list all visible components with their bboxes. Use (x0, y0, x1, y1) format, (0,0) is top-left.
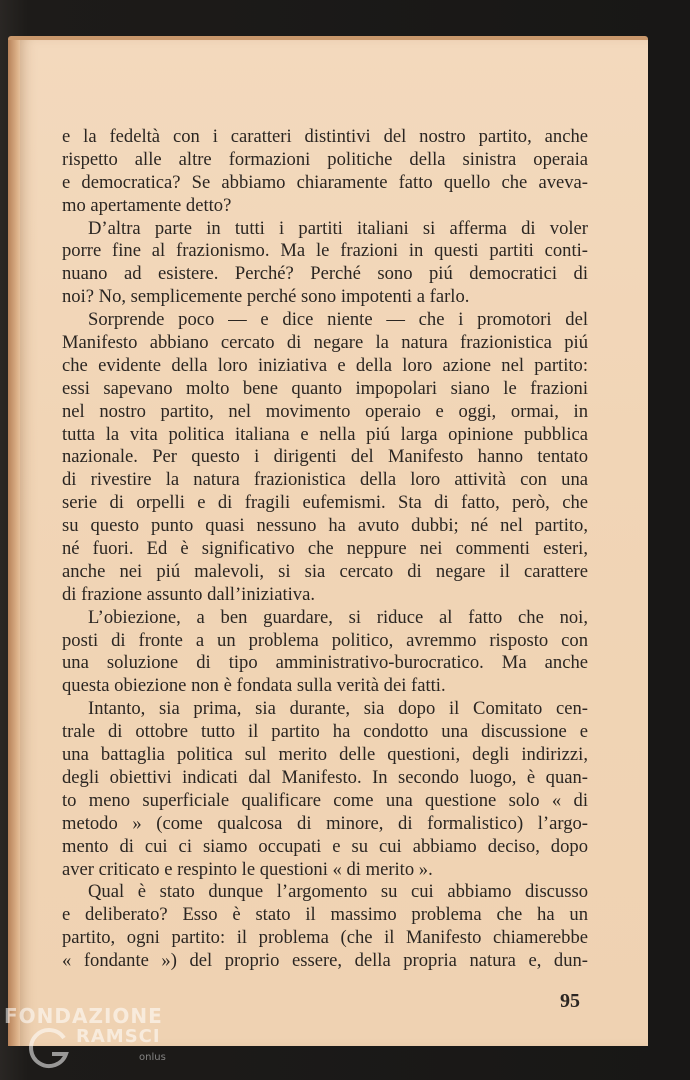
text-line: nuano ad esistere. Perché? Perché sono piú democratici di (62, 263, 588, 285)
text-line: Qual è stato dunque l’argomento su cui abbiamo discusso (88, 881, 588, 903)
text-line: questa obiezione non è fondata sulla verità dei fatti. (62, 675, 446, 697)
text-line: Manifesto abbiano cercato di negare la natura frazionistica piú (62, 332, 588, 354)
text-line: « fondante ») del proprio essere, della propria natura e, dun- (62, 950, 588, 972)
page-number: 95 (560, 990, 580, 1012)
text-line: rispetto alle altre formazioni politiche della sinistra operaia (62, 148, 588, 170)
gramsci-g-logo-icon (24, 1024, 74, 1074)
text-line: aver criticato e respinto le questioni « di merito ». (62, 858, 433, 880)
text-line: Sorprende poco — e dice niente — che i promotori del (88, 309, 588, 331)
text-line: di rivestire la natura frazionistica della loro attività con una (62, 469, 588, 491)
text-line: degli obiettivi indicati dal Manifesto. In secondo luogo, è quan- (62, 766, 588, 788)
watermark-suffix: onlus (139, 1052, 166, 1063)
text-line: metodo » (come qualcosa di minore, di formalistico) l’argo- (62, 812, 588, 834)
text-line: nel nostro partito, nel movimento operaio e oggi, ormai, in (62, 400, 588, 422)
text-line: essi sapevano molto bene quanto impopolari siano le frazioni (62, 377, 588, 399)
text-line: mo apertamente detto? (62, 194, 232, 216)
watermark-line2: RAMSCI (76, 1026, 161, 1047)
text-line: tutta la vita politica italiana e nella piú larga opinione pubblica (62, 423, 588, 445)
text-line: e deliberato? Esso è stato il massimo problema che ha un (62, 904, 588, 926)
text-line: trale di ottobre tutto il partito ha condotto una discussione e (62, 721, 588, 743)
text-line: né fuori. Ed è significativo che neppure nei commenti esteri, (62, 538, 588, 560)
body-text (62, 126, 588, 973)
text-line: posti di fronte a un problema politico, avremmo risposto con (62, 629, 588, 651)
text-line: to meno superficiale qualificare come una questione solo « di (62, 789, 588, 811)
text-line: partito, ogni partito: il problema (che il Manifesto chiamerebbe (62, 927, 588, 949)
text-line: D’altra parte in tutti i partiti italiani si afferma di voler (88, 217, 588, 239)
text-line: mento di cui ci siamo occupati e su cui abbiamo deciso, dopo (62, 835, 588, 857)
text-line: che evidente della loro iniziativa e della loro azione nel partito: (62, 354, 588, 376)
text-line: una soluzione di tipo amministrativo-burocratico. Ma anche (62, 652, 588, 674)
fondazione-gramsci-watermark (2, 1004, 202, 1074)
text-line: L’obiezione, a ben guardare, si riduce al fatto che noi, (88, 606, 588, 628)
watermark-line1: FONDAZIONE (4, 1004, 163, 1028)
text-line: serie di orpelli e di fragili eufemismi. Sta di fatto, però, che (62, 492, 588, 514)
text-line: di frazione assunto dall’iniziativa. (62, 583, 315, 605)
text-line: nazionale. Per questo i dirigenti del Manifesto hanno tentato (62, 446, 588, 468)
text-line: anche nei piú malevoli, si sia cercato di negare il carattere (62, 560, 588, 582)
text-line: e democratica? Se abbiamo chiaramente fatto quello che aveva- (62, 171, 588, 193)
text-line: noi? No, semplicemente perché sono impotenti a farlo. (62, 286, 470, 308)
text-line: una battaglia politica sul merito delle questioni, degli indirizzi, (62, 744, 588, 766)
text-line: Intanto, sia prima, sia durante, sia dopo il Comitato cen- (88, 698, 588, 720)
text-line: porre fine al frazionismo. Ma le frazioni in questi partiti conti- (62, 240, 588, 262)
text-line: e la fedeltà con i caratteri distintivi del nostro partito, anche (62, 126, 588, 147)
text-line: su questo punto quasi nessuno ha avuto dubbi; né nel partito, (62, 515, 588, 537)
